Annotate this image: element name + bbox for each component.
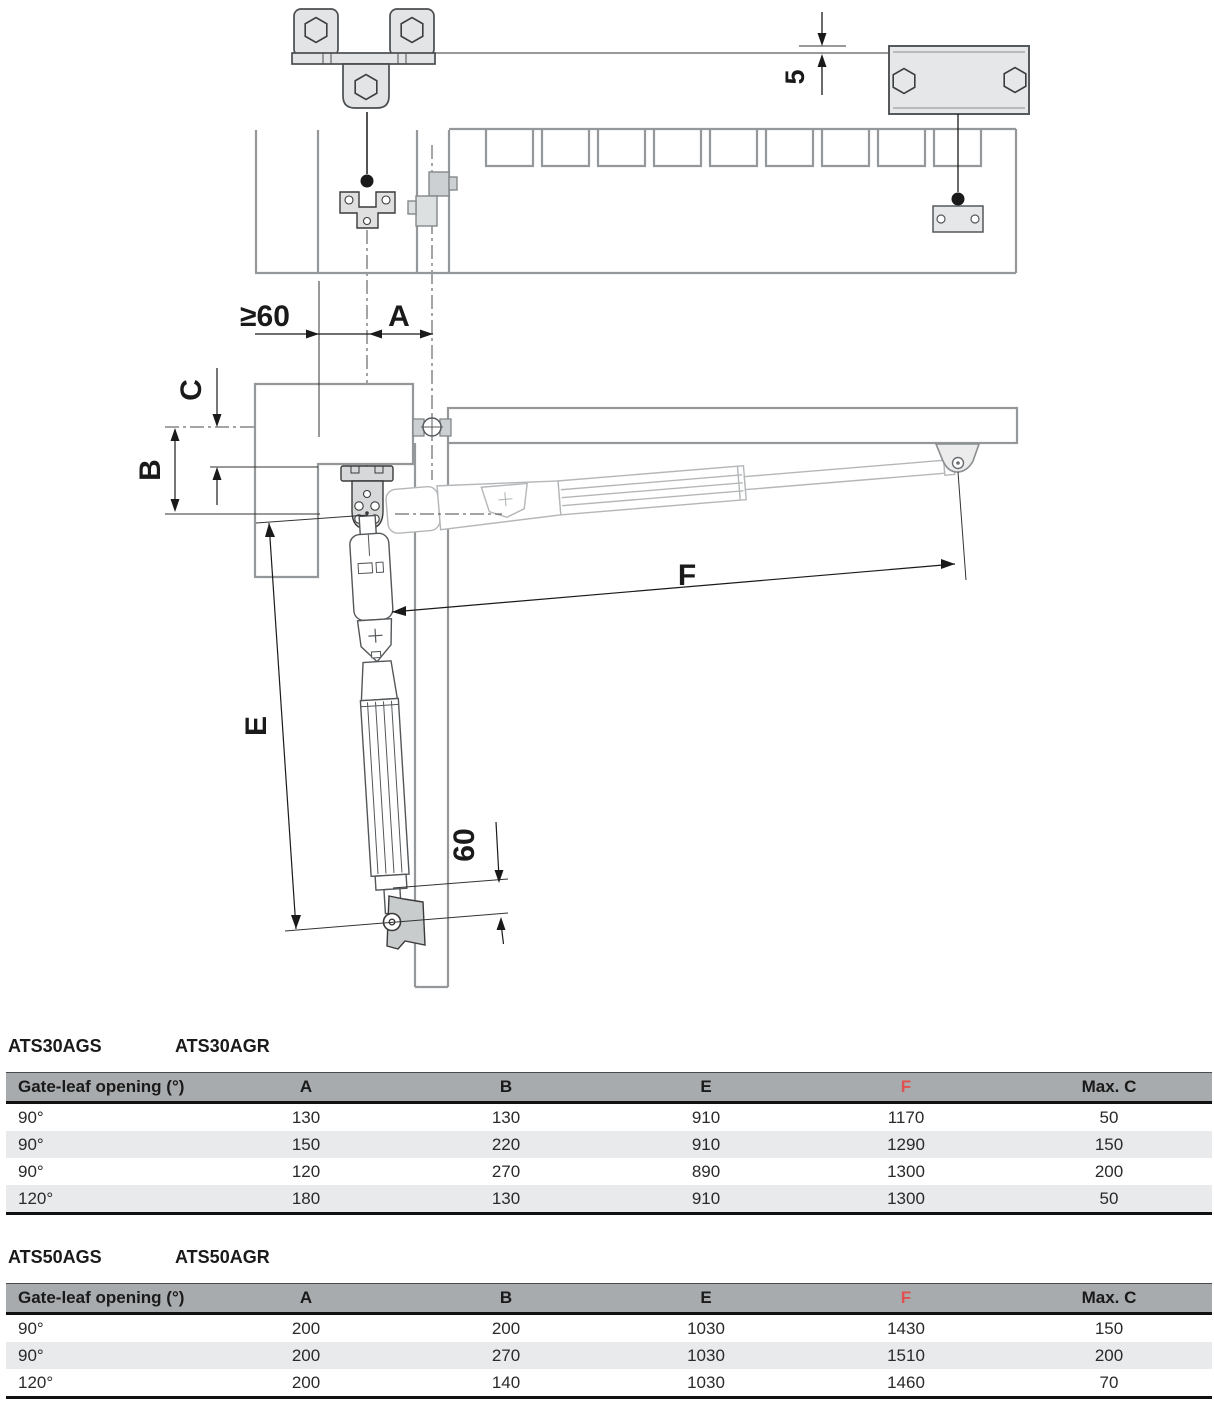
- column-header-b: B: [406, 1073, 606, 1103]
- dim-c-label: C: [175, 379, 208, 401]
- dimension-min60-a: [240, 300, 433, 339]
- cell: 910: [691, 1107, 721, 1127]
- column-header-f: F: [806, 1073, 1006, 1103]
- leader-dot: [952, 193, 965, 206]
- cell: 150: [1094, 1318, 1124, 1338]
- cell: 1460: [806, 1369, 1006, 1398]
- table-row: [6, 1342, 1212, 1369]
- model-name-left: ATS30AGS: [8, 1036, 102, 1056]
- cell: 270: [491, 1161, 521, 1181]
- cell: 90°: [18, 1318, 44, 1338]
- cell: 120°: [6, 1369, 206, 1398]
- cell: 50: [1099, 1107, 1119, 1127]
- cell: 1170: [887, 1107, 925, 1127]
- dim-f-label: F: [677, 559, 697, 592]
- cell: 130: [491, 1107, 521, 1127]
- model-name-left: ATS50AGS: [8, 1247, 102, 1267]
- column-header-opening: Gate-leaf opening (°): [6, 1073, 206, 1103]
- dimension-b: [134, 428, 180, 512]
- cell: 890: [691, 1161, 721, 1181]
- gate-leaf-closed: [448, 408, 1017, 443]
- cell: 180: [206, 1185, 406, 1214]
- cell: 120: [291, 1161, 321, 1181]
- rear-bracket-elevation: [340, 112, 395, 228]
- cell: 200: [1006, 1342, 1212, 1369]
- column-header-a: A: [206, 1073, 406, 1103]
- cell: 150: [1006, 1131, 1212, 1158]
- rear-bracket-detail: [292, 9, 435, 108]
- table-row: [6, 1158, 1212, 1185]
- column-header-e: E: [606, 1284, 806, 1314]
- cell: 1300: [887, 1161, 925, 1181]
- column-header-f: F: [806, 1284, 1006, 1314]
- dimensions-table-ats30: [6, 1072, 1212, 1215]
- dimension-f: [392, 559, 955, 616]
- model-names: [8, 1036, 1214, 1056]
- cell: 50: [1006, 1185, 1212, 1214]
- cell: 270: [406, 1342, 606, 1369]
- gate-slats: [486, 129, 981, 166]
- cell: 90°: [6, 1342, 206, 1369]
- section-ats30: [0, 1036, 1214, 1215]
- table-row: [6, 1103, 1212, 1132]
- cell: 90°: [18, 1161, 44, 1181]
- cell: 130: [291, 1107, 321, 1127]
- dim-e-label: E: [240, 715, 273, 737]
- cell: 1510: [806, 1342, 1006, 1369]
- hinge-plan: [413, 416, 451, 438]
- table-row: [6, 1131, 1212, 1158]
- cell: 220: [406, 1131, 606, 1158]
- dim-min60-label: ≥60: [240, 300, 290, 333]
- actuator-open: [348, 515, 411, 915]
- cell: 150: [206, 1131, 406, 1158]
- cell: 200: [291, 1318, 321, 1338]
- leader-dot: [361, 175, 374, 188]
- cell: 70: [1006, 1369, 1212, 1398]
- cell: 200: [491, 1318, 521, 1338]
- cell: 200: [206, 1369, 406, 1398]
- dim-a-label: A: [388, 300, 410, 333]
- column-header-e: E: [606, 1073, 806, 1103]
- table-header-row: [6, 1073, 1212, 1103]
- model-names: [8, 1247, 1214, 1267]
- cell: 910: [606, 1131, 806, 1158]
- cell: 200: [206, 1342, 406, 1369]
- column-header-a: A: [206, 1284, 406, 1314]
- section-ats50: [0, 1247, 1214, 1399]
- gate-plate-detail: [435, 46, 1029, 232]
- table-header-row: [6, 1284, 1212, 1314]
- model-name-right: ATS50AGR: [175, 1247, 270, 1267]
- cell: 120°: [6, 1185, 206, 1214]
- dim-5-label: 5: [780, 69, 810, 85]
- actuator-closed: [385, 444, 956, 534]
- cell: 1300: [806, 1185, 1006, 1214]
- cell: 1030: [687, 1318, 725, 1338]
- cell: 140: [406, 1369, 606, 1398]
- column-header-maxc: Max. C: [1006, 1073, 1212, 1103]
- cell: 1430: [887, 1318, 925, 1338]
- table-row: [6, 1314, 1212, 1343]
- cell: 90°: [18, 1107, 44, 1127]
- construction-lines: [165, 281, 966, 931]
- cell: 910: [606, 1185, 806, 1214]
- column-header-opening: Gate-leaf opening (°): [6, 1284, 206, 1314]
- column-header-b: B: [406, 1284, 606, 1314]
- model-name-right: ATS30AGR: [175, 1036, 270, 1056]
- dim-b-label: B: [134, 459, 167, 481]
- cell: 1030: [606, 1342, 806, 1369]
- gate-elevation: [255, 129, 1016, 273]
- cell: 130: [406, 1185, 606, 1214]
- dimensions-table-ats50: [6, 1283, 1212, 1399]
- cell: 90°: [6, 1131, 206, 1158]
- cell: 200: [1094, 1161, 1124, 1181]
- cell: 1290: [806, 1131, 1006, 1158]
- column-header-maxc: Max. C: [1006, 1284, 1212, 1314]
- dimension-e: [240, 523, 301, 929]
- dim-60-label: 60: [448, 828, 481, 862]
- table-row: [6, 1369, 1212, 1398]
- cell: 1030: [606, 1369, 806, 1398]
- dimension-c: [175, 368, 222, 505]
- table-row: [6, 1185, 1212, 1214]
